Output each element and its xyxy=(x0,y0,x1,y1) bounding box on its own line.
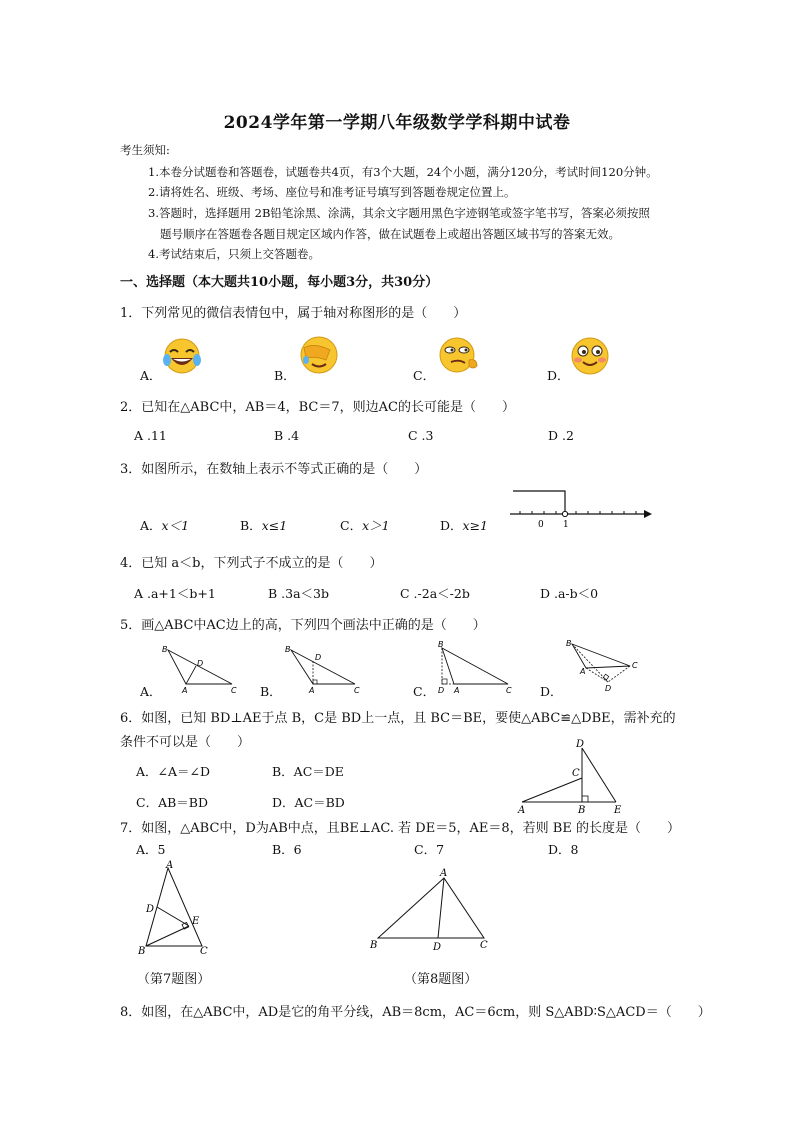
q1-option-c: C． xyxy=(413,368,436,383)
laughing-tears-emoji-icon xyxy=(162,336,206,376)
q2-option-b: B .4 xyxy=(274,428,300,443)
q6-label-d: D xyxy=(576,739,585,750)
q1-option-a: A． xyxy=(140,368,162,383)
q2-option-c: C .3 xyxy=(408,428,434,443)
q5-option-c: C． xyxy=(413,684,436,699)
q7-option-b: B．6 xyxy=(272,842,302,857)
q4-option-d: D .a-b＜0 xyxy=(540,586,599,601)
q6-stem-1: 6．如图，已知 BD⊥AE于点 B，C是 BD上一点，且 BC＝BE，要使△ABC≌△DBE，需补充的 xyxy=(120,711,676,726)
q7-label-c: C xyxy=(200,946,208,957)
q5-option-d: D． xyxy=(540,684,563,699)
svg-text:A: A xyxy=(182,686,188,695)
q4-option-b: B .3a＜3b xyxy=(268,586,329,601)
q3-answer-b: x≤1 xyxy=(261,518,288,533)
svg-text:D: D xyxy=(315,653,322,662)
notice-item-3b: 题号顺序在答题卷各题目规定区域内作答，做在试题卷上或超出答题区域书写的答案无效。 xyxy=(160,227,620,241)
q8-stem: 8．如图，在△ABC中，AD是它的角平分线，AB＝8cm，AC＝6cm，则 S△ABD∶S△ACD＝（ ） xyxy=(120,1005,711,1020)
q3-answer-d: x≥1 xyxy=(462,518,489,533)
notice-item-3: 3.答题时，选择题用 2B铅笔涂黑、涂满，其余文字题用黑色字迹钢笔或签字笔书写，答案必须按照 xyxy=(148,206,650,220)
svg-text:B: B xyxy=(162,645,168,654)
svg-text:A: A xyxy=(454,686,460,695)
q6-figure xyxy=(514,738,634,816)
q8-label-a: A xyxy=(440,868,448,879)
q7-option-c: C．7 xyxy=(414,842,445,857)
notice-heading: 考生须知: xyxy=(120,143,170,157)
q2-option-a: A .11 xyxy=(134,428,167,443)
svg-text:B: B xyxy=(438,640,444,649)
q3-option-b: B．x≤1 xyxy=(240,518,288,533)
svg-text:C: C xyxy=(354,686,360,695)
q8-label-b: B xyxy=(370,940,378,951)
q6-label-a: A xyxy=(518,805,526,816)
q3-stem: 3．如图所示，在数轴上表示不等式正确的是（ ） xyxy=(120,462,428,477)
q7-stem: 7．如图，△ABC中，D为AB中点，且BE⊥AC. 若 DE＝5，AE＝8，若则 BE 的长度是（ ） xyxy=(120,821,680,836)
q6-option-d: D．AC＝BD xyxy=(272,795,345,810)
q5-stem: 5．画△ABC中AC边上的高，下列四个画法中正确的是（ ） xyxy=(120,618,486,633)
q7-option-d: D．8 xyxy=(548,842,579,857)
q7-caption: （第7题图） xyxy=(137,972,211,987)
q3-answer-c: x＞1 xyxy=(362,518,390,533)
axis-label-1: 1 xyxy=(563,520,569,530)
svg-text:D: D xyxy=(438,686,445,695)
q7-label-e: E xyxy=(192,916,200,927)
svg-text:C: C xyxy=(506,686,512,695)
q2-stem: 2．已知在△ABC中，AB＝4，BC＝7，则边AC的长可能是（ ） xyxy=(120,400,515,415)
svg-text:D: D xyxy=(605,684,612,693)
q7-label-a: A xyxy=(166,860,174,871)
svg-text:C: C xyxy=(632,661,638,670)
q8-label-c: C xyxy=(480,940,488,951)
q5-figure-d xyxy=(560,636,646,694)
q7-label-d: D xyxy=(146,904,155,915)
q6-option-a: A．∠A＝∠D xyxy=(136,764,211,779)
q3-option-c: C．x＞1 xyxy=(340,518,390,533)
q8-figure xyxy=(366,864,500,956)
q1-option-b: B． xyxy=(274,368,296,383)
axis-label-0: 0 xyxy=(538,520,544,530)
q8-caption: （第8题图） xyxy=(404,972,478,987)
q6-option-b: B．AC＝DE xyxy=(272,764,344,779)
notice-item-2: 2.请将姓名、班级、考场、座位号和准考证号填写到答题卷规定位置上。 xyxy=(148,185,516,199)
q3-number-line xyxy=(508,486,658,532)
svg-text:B: B xyxy=(285,645,291,654)
q3-option-d: D．x≥1 xyxy=(440,518,489,533)
q5-figure-b xyxy=(283,644,367,694)
svg-text:C: C xyxy=(231,686,237,695)
q1-stem: 1．下列常见的微信表情包中，属于轴对称图形的是（ ） xyxy=(120,306,467,321)
smirk-emoji-icon xyxy=(437,334,481,376)
q5-option-a: A． xyxy=(140,684,162,699)
q6-option-c: C．AB＝BD xyxy=(136,795,208,810)
q7-figure xyxy=(136,860,216,960)
q6-label-e: E xyxy=(614,805,622,816)
notice-item-1: 1.本卷分试题卷和答题卷，试题卷共4页，有3个大题，24个小题，满分120分，考试时间120分钟。 xyxy=(148,165,658,179)
q6-stem-2: 条件不可以是（ ） xyxy=(120,735,251,750)
svg-text:D: D xyxy=(197,659,204,668)
q4-option-a: A .a+1＜b+1 xyxy=(134,586,216,601)
facepalm-emoji-icon xyxy=(298,334,342,376)
q6-label-b: B xyxy=(578,805,586,816)
q1-option-d: D． xyxy=(547,368,570,383)
q4-option-c: C .-2a＜-2b xyxy=(400,586,470,601)
q6-label-c: C xyxy=(572,768,580,779)
q8-label-d: D xyxy=(433,942,442,953)
q7-label-b: B xyxy=(138,946,146,957)
q7-option-a: A．5 xyxy=(136,842,166,857)
notice-item-4: 4.考试结束后，只须上交答题卷。 xyxy=(148,247,320,261)
svg-text:A: A xyxy=(309,686,315,695)
q3-option-a: A．x＜1 xyxy=(140,518,190,533)
svg-text:B: B xyxy=(566,639,572,648)
q5-figure-a xyxy=(160,644,244,694)
q4-stem: 4．已知 a＜b，下列式子不成立的是（ ） xyxy=(120,556,383,571)
q3-answer-a: x＜1 xyxy=(161,518,190,533)
blushing-smile-emoji-icon xyxy=(570,336,614,378)
page-title: 2024学年第一学期八年级数学学科期中试卷 xyxy=(223,113,571,133)
q2-option-d: D .2 xyxy=(548,428,574,443)
q5-figure-c xyxy=(432,638,518,694)
q5-option-b: B． xyxy=(260,684,282,699)
section-heading: 一、选择题（本大题共10小题，每小题3分，共30分） xyxy=(120,275,439,290)
svg-text:A: A xyxy=(580,667,586,676)
